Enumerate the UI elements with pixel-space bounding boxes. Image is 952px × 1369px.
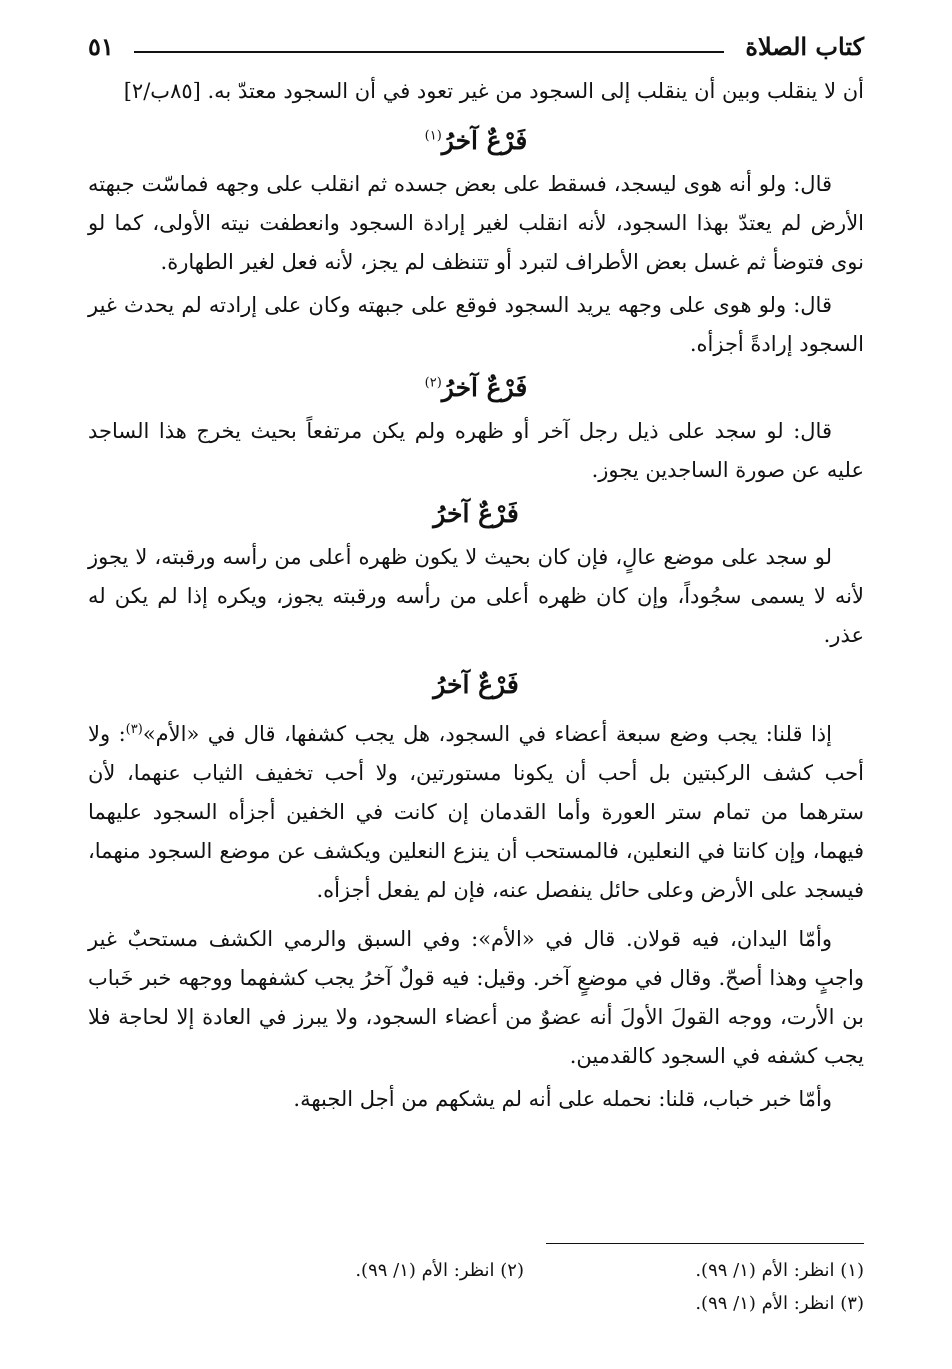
page-number: ٥١ [88, 32, 114, 61]
footnotes [88, 1254, 864, 1320]
heading-text: فَرْعٌ آخرُ [441, 126, 528, 155]
section-heading [88, 494, 864, 534]
paragraph-text: قال: لو سجد على ذيل رجل آخر أو ظهره ولم يكن مرتفعاً بحيث يخرج هذا الساجد عليه عن صورة الساجدين يجوز. [88, 419, 864, 482]
footnote: (٣) انظر: الأم (١/ ٩٩). [695, 1293, 864, 1314]
section-heading [88, 368, 864, 408]
paragraph [88, 715, 864, 910]
paragraph [88, 165, 864, 282]
paragraph [88, 920, 864, 1076]
footnote: (١) انظر: الأم (١/ ٩٩). [695, 1260, 864, 1281]
heading-text: فَرْعٌ آخرُ [441, 373, 528, 402]
paragraph-text: وأمّا خبر خباب، قلنا: نحمله على أنه لم يشكهم من أجل الجبهة. [293, 1087, 832, 1111]
footnote-marker: (٣) [125, 722, 143, 737]
footnote [184, 1287, 524, 1320]
footnote-row [88, 1287, 864, 1320]
running-title: كتاب الصلاة [745, 32, 864, 61]
footnote-row [88, 1254, 864, 1287]
heading-text: فَرْعٌ آخرُ [433, 670, 519, 699]
paragraph-text: وأمّا اليدان، فيه قولان. قال في «الأم»: وفي السبق والرمي الكشف مستحبٌ غير واجبٍ وهذا أصحّ. وقال في موضعٍ آخر. وقيل: فيه قولٌ آخرُ يجب كشفهما ووجهه خبر خَباب بن الأرت، ووجه القولَ الأولَ أنه عضوٌ من أعضاء السجود، ولا يبرز في العادة إلا لحاجة فلا يجب كشفه في السجود كالقدمين. [88, 927, 864, 1068]
paragraph [88, 1080, 864, 1119]
footnote-separator [546, 1243, 864, 1244]
paragraph-text: : ولا أحب كشف الركبتين بل أحب أن يكونا مستورتين، ولا أحب تخفيف الثياب عنهما، لأن سترهما من تمام ستر العورة وأما القدمان إن كانت في الخفين أجزأه السجود عليهما فيهما، وإن كانتا في النعلين، فالمستحب أن ينزع النعلين ويكشف عن موضع السجود منهما، فيسجد على الأرض وعلى حائل ينفصل عنه، فإن لم يفعل أجزأه. [88, 722, 864, 902]
footnote: (٢) انظر: الأم (١/ ٩٩). [355, 1260, 524, 1281]
paragraph-text: قال: ولو أنه هوى ليسجد، فسقط على بعض جسده ثم انقلب على وجهه فماسّت جبهته الأرض لم يعتدّ بهذا السجود، لأنه انقلب لغير إرادة السجود وانعطفت نيته الأولى، كما لو نوى فتوضأ ثم غسل بعض الأطراف لتبرد أو تتنظف لم يجز، لأنه فعل لغير الطهارة. [88, 172, 864, 274]
paragraph [88, 286, 864, 364]
section-heading [88, 121, 864, 161]
footnote-marker: (١) [424, 128, 442, 144]
paragraph-text: إذا قلنا: يجب وضع سبعة أعضاء في السجود، هل يجب كشفها، قال في «الأم» [142, 722, 832, 746]
heading-text: فَرْعٌ آخرُ [433, 499, 519, 528]
running-header [88, 30, 864, 70]
paragraph-text: لو سجد على موضع عالٍ، فإن كان بحيث لا يكون ظهره أعلى من رأسه ورقبته، لا يجوز لأنه لا يسمى سجُوداً، وإن كان ظهره أعلى من رأسه ورقبته يجوز، ويكره إذا لم يكن له عذر. [88, 545, 864, 647]
section-heading [88, 665, 864, 705]
header-rule [134, 51, 724, 53]
footnote-marker: (٢) [424, 375, 442, 391]
paragraph [88, 72, 864, 111]
paragraph [88, 538, 864, 655]
paragraph-text: أن لا ينقلب وبين أن ينقلب إلى السجود من غير تعود في أن السجود معتدّ به. [٨٥ب/٢] [123, 79, 864, 103]
main-text [88, 72, 864, 1119]
paragraph-text: قال: ولو هوى على وجهه يريد السجود فوقع على جبهته وكان على إرادته لم يحدث غير السجود إرادةً أجزأه. [88, 293, 864, 356]
paragraph [88, 412, 864, 490]
